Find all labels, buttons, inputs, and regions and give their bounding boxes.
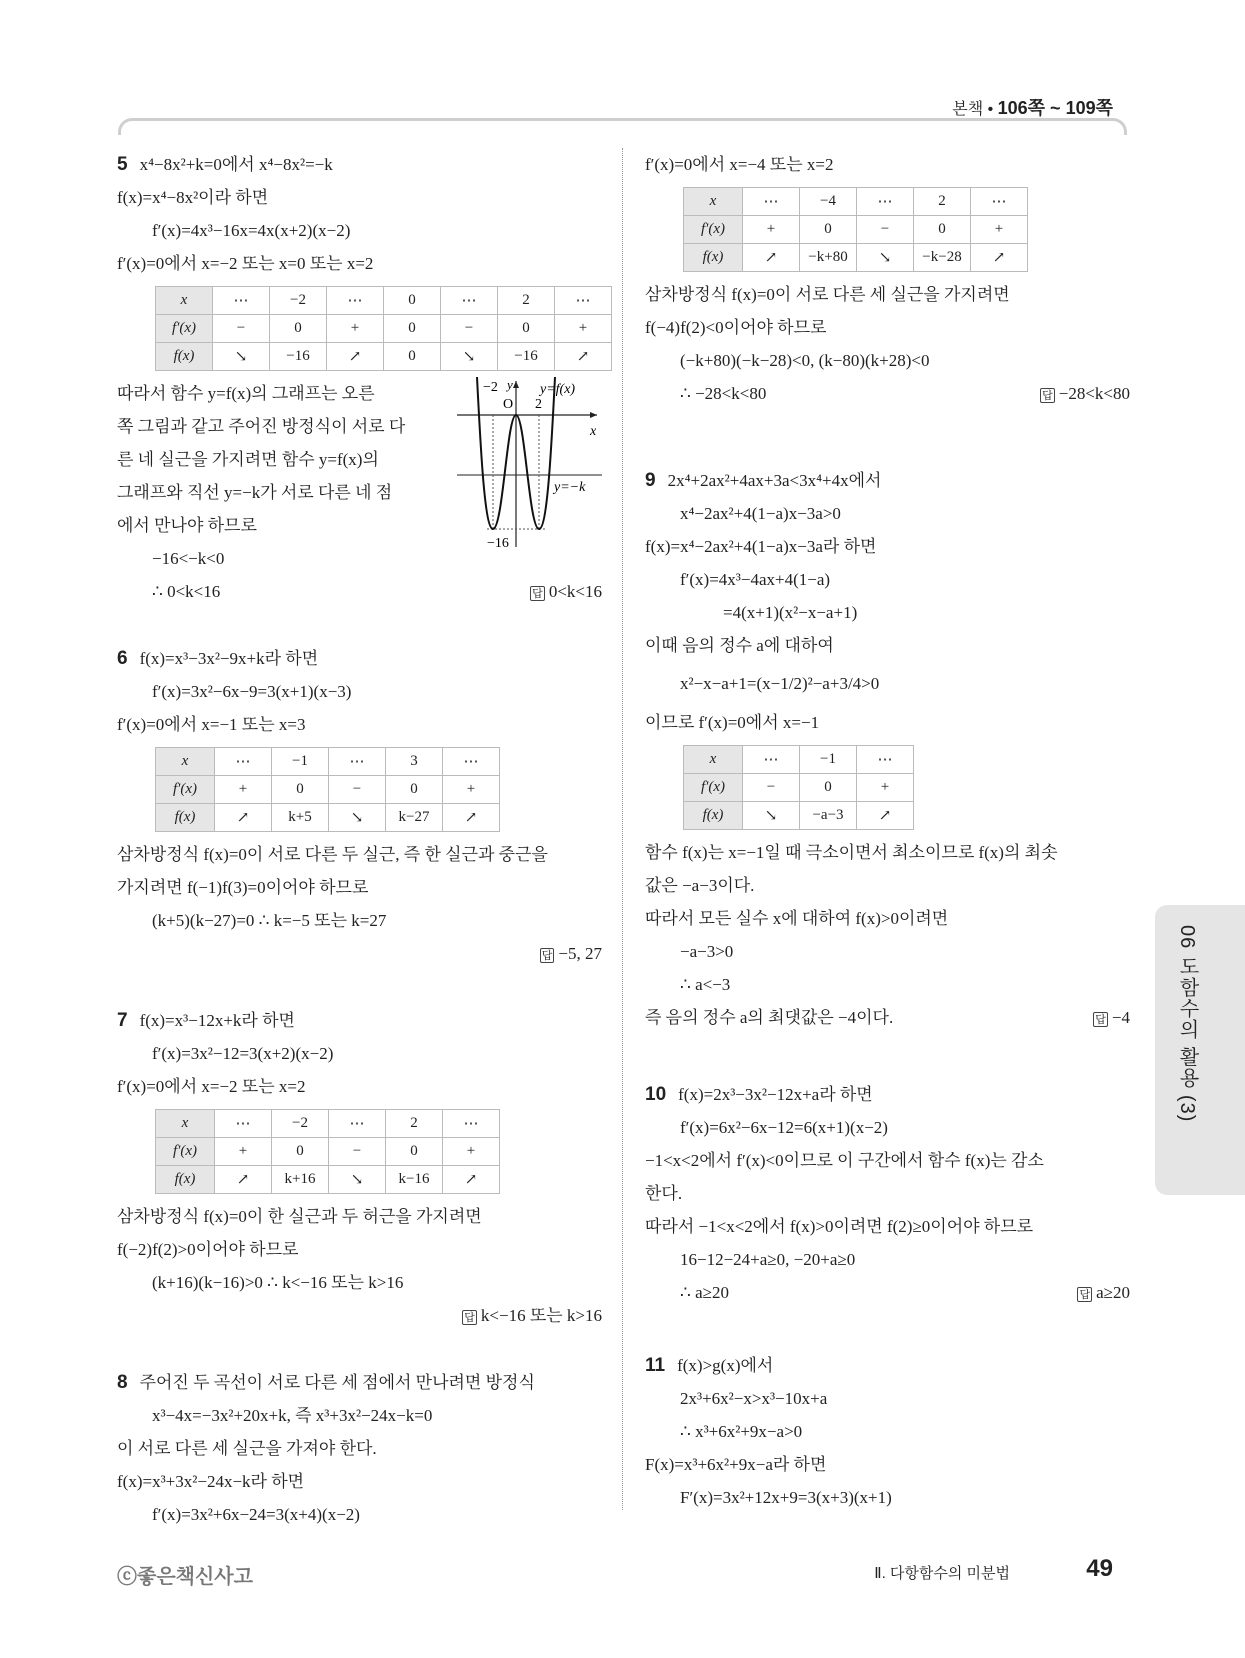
table-row xyxy=(156,804,500,832)
table-cell: ↗ xyxy=(327,343,384,371)
table-cell: 2 xyxy=(386,1110,443,1138)
table-cell: 0 xyxy=(386,776,443,804)
variation-table xyxy=(155,286,612,371)
problem-number: 6 xyxy=(117,648,128,669)
table-cell: −k−28 xyxy=(914,244,971,272)
table-row xyxy=(684,188,1028,216)
problem-number: 11 xyxy=(645,1355,666,1376)
problem-number: 10 xyxy=(645,1084,667,1105)
problem-6: 6 f(x)=x³−3x²−9x+k라 하면 f′(x)=3x²−6x−9=3(x+1)(x−3) f′(x)=0에서 x=−1 또는 x=3 x ⋯ −1 ⋯ 3 ⋯ f′(x) + 0 − 0 + f(x) ↗ k+5 ↘ k−27 ↗ 삼차방정식 f(x)=0이 서로 다른 두 실근, 즉 한 실근과 중근을 가지려면 f(−1)f(3)=0이어야 하므로 (k+5)(k−27)=0 ∴ k=−5 또는 k=27 답 −5, 27 xyxy=(117,642,602,970)
table-row xyxy=(156,776,500,804)
table-cell: k−27 xyxy=(386,804,443,832)
table-row xyxy=(156,1110,500,1138)
table-cell: ↘ xyxy=(441,343,498,371)
problem-number: 5 xyxy=(117,154,128,175)
table-row-header: x xyxy=(684,746,743,774)
table-cell: k−16 xyxy=(386,1166,443,1194)
table-row xyxy=(156,748,500,776)
answer: 답 a≥20 xyxy=(1079,1283,1130,1302)
table-cell: ↘ xyxy=(743,802,800,830)
table-cell: 0 xyxy=(270,315,327,343)
problem-10: 10 f(x)=2x³−3x²−12x+a라 하면 f′(x)=6x²−6x−12=6(x+1)(x−2) −1<x<2에서 f′(x)<0이므로 이 구간에서 함수 f(x)는 감소 한다. 따라서 −1<x<2에서 f(x)>0이려면 f(2)≥0이어야 하므로 16−12−24+a≥0, −20+a≥0 ∴ a≥20 답 a≥20 xyxy=(645,1078,1130,1309)
table-cell: ⋯ xyxy=(857,746,914,774)
answer: 답 −5, 27 xyxy=(541,944,602,963)
table-cell: − xyxy=(329,776,386,804)
table-cell: ⋯ xyxy=(215,748,272,776)
answer-mark-icon: 답 xyxy=(541,948,553,962)
table-cell: ⋯ xyxy=(443,1110,500,1138)
page-number: 49 xyxy=(1086,1555,1113,1582)
table-cell: ↗ xyxy=(215,1166,272,1194)
table-cell: ↘ xyxy=(213,343,270,371)
table-row-header: f(x) xyxy=(684,244,743,272)
table-cell: 0 xyxy=(272,776,329,804)
table-cell: 0 xyxy=(914,216,971,244)
table-cell: − xyxy=(441,315,498,343)
top-rule xyxy=(118,118,1127,135)
table-cell: ↗ xyxy=(215,804,272,832)
table-cell: 0 xyxy=(272,1138,329,1166)
graph-label-line: y=−k xyxy=(554,480,586,495)
table-cell: ⋯ xyxy=(213,287,270,315)
table-cell: − xyxy=(329,1138,386,1166)
table-cell: ↗ xyxy=(743,244,800,272)
graph-label-2: 2 xyxy=(535,397,542,412)
answer-mark-icon: 답 xyxy=(1079,1287,1091,1301)
table-cell: + xyxy=(443,1138,500,1166)
table-row-header: f(x) xyxy=(156,343,213,371)
answer: 답 −4 xyxy=(1095,1008,1130,1027)
problem-5: 5 x⁴−8x²+k=0에서 x⁴−8x²=−k f(x)=x⁴−8x²이라 하면 f′(x)=4x³−16x=4x(x+2)(x−2) f′(x)=0에서 x=−2 또는 x=0 또는 x=2 x ⋯ −2 ⋯ 0 ⋯ 2 ⋯ f′(x) − 0 + 0 − 0 + f(x) ↘ −16 ↗ 0 ↘ −16 ↗ −2 y O 2 y=f(x) x y=−k −16 따라서 함수 y=f(x)의 그래프는 오른 쪽 그림과 같고 주어진 방정식이 서로 다 른 네 실근을 가지려면 함수 y=f(x)의 그래프와 직선 y=−k가 서로 다른 네 점 에서 만나야 하므로 −16<−k<0 ∴ 0<k<16 답 0<k<16 xyxy=(117,148,602,608)
variation-table xyxy=(155,747,500,832)
quartic-graph xyxy=(457,377,602,557)
publisher-logo: ⓒ좋은책신사고 xyxy=(117,1566,253,1588)
table-row xyxy=(156,1138,500,1166)
table-cell: ⋯ xyxy=(555,287,612,315)
table-cell: ⋯ xyxy=(857,188,914,216)
table-cell: ↘ xyxy=(329,1166,386,1194)
table-cell: −16 xyxy=(498,343,555,371)
answer-mark-icon: 답 xyxy=(532,586,543,600)
table-cell: ⋯ xyxy=(327,287,384,315)
table-row xyxy=(156,1166,500,1194)
table-row xyxy=(684,244,1028,272)
table-cell: ↗ xyxy=(971,244,1028,272)
table-row-header: f(x) xyxy=(156,804,215,832)
table-cell: −2 xyxy=(270,287,327,315)
table-row-header: x xyxy=(156,748,215,776)
table-row-header: f′(x) xyxy=(156,1138,215,1166)
table-cell: −4 xyxy=(800,188,857,216)
answer: 답 −28<k<80 xyxy=(1042,384,1130,403)
column-divider xyxy=(622,148,623,1510)
table-cell: + xyxy=(215,1138,272,1166)
table-cell: ⋯ xyxy=(215,1110,272,1138)
table-cell: ↘ xyxy=(329,804,386,832)
table-cell: −16 xyxy=(270,343,327,371)
problem-number: 7 xyxy=(117,1010,128,1031)
table-row xyxy=(684,216,1028,244)
problem-number: 8 xyxy=(117,1372,128,1393)
right-column xyxy=(645,148,1130,1514)
problem-number: 9 xyxy=(645,470,656,491)
table-cell: ↗ xyxy=(857,802,914,830)
table-cell: + xyxy=(327,315,384,343)
table-cell: − xyxy=(743,774,800,802)
graph-label-minus2: −2 xyxy=(483,380,498,395)
answer-mark-icon: 답 xyxy=(1095,1012,1106,1026)
problem-9: 9 2x⁴+2ax²+4ax+3a<3x⁴+4x에서 x⁴−2ax²+4(1−a)x−3a>0 f(x)=x⁴−2ax²+4(1−a)x−3a라 하면 f′(x)=4x³−4ax+4(1−a) =4(x+1)(x²−x−a+1) 이때 음의 정수 a에 대하여 x²−x−a+1=(x−1/2)²−a+3/4>0 이므로 f′(x)=0에서 x=−1 x ⋯ −1 ⋯ f′(x) − 0 + f(x) ↘ −a−3 ↗ 함수 f(x)는 x=−1일 때 극소이면서 최소이므로 f(x)의 최솟 값은 −a−3이다. 따라서 모든 실수 x에 대하여 f(x)>0이려면 −a−3>0 ∴ a<−3 즉 음의 정수 a의 최댓값은 −4이다. 답 −4 xyxy=(645,464,1130,1034)
problem-7: 7 f(x)=x³−12x+k라 하면 f′(x)=3x²−12=3(x+2)(x−2) f′(x)=0에서 x=−2 또는 x=2 x ⋯ −2 ⋯ 2 ⋯ f′(x) + 0 − 0 + f(x) ↗ k+16 ↘ k−16 ↗ 삼차방정식 f(x)=0이 한 실근과 두 허근을 가지려면 f(−2)f(2)>0이어야 하므로 (k+16)(k−16)>0 ∴ k<−16 또는 k>16 답 k<−16 또는 k>16 xyxy=(117,1004,602,1332)
table-cell: + xyxy=(857,774,914,802)
chapter-side-label: 06 도함수의 활용 (3) xyxy=(1176,925,1198,1123)
table-cell: −1 xyxy=(272,748,329,776)
table-cell: ⋯ xyxy=(443,748,500,776)
table-cell: + xyxy=(555,315,612,343)
table-row-header: f′(x) xyxy=(156,776,215,804)
table-cell: 0 xyxy=(386,1138,443,1166)
table-row xyxy=(156,287,612,315)
table-cell: 0 xyxy=(800,774,857,802)
table-cell: + xyxy=(215,776,272,804)
answer: 답 0<k<16 xyxy=(532,582,602,601)
table-row-header: x xyxy=(684,188,743,216)
table-cell: 0 xyxy=(800,216,857,244)
problem-11: 11 f(x)>g(x)에서 2x³+6x²−x>x³−10x+a ∴ x³+6x²+9x−a>0 F(x)=x³+6x²+9x−a라 하면 F′(x)=3x²+12x+9=3(x+3)(x+1) xyxy=(645,1355,892,1507)
table-row xyxy=(156,315,612,343)
table-cell: ⋯ xyxy=(441,287,498,315)
table-row xyxy=(684,746,914,774)
problem-8: 8 주어진 두 곡선이 서로 다른 세 점에서 만나려면 방정식 x³−4x=−3x²+20x+k, 즉 x³+3x²−24x−k=0 이 서로 다른 세 실근을 가져야 한다. f(x)=x³+3x²−24x−k라 하면 f′(x)=3x²+6x−24=3(x+4)(x−2) xyxy=(117,1372,535,1524)
table-cell: ↗ xyxy=(443,804,500,832)
graph-label-min: −16 xyxy=(487,536,509,551)
graph-label-x: x xyxy=(590,424,597,439)
variation-table xyxy=(683,187,1028,272)
table-cell: + xyxy=(443,776,500,804)
graph-label-fx: y=f(x) xyxy=(540,382,576,397)
graph-label-y: y xyxy=(507,377,513,392)
table-row-header: f(x) xyxy=(684,802,743,830)
table-cell: + xyxy=(971,216,1028,244)
table-cell: −1 xyxy=(800,746,857,774)
table-row xyxy=(684,774,914,802)
answer-mark-icon: 답 xyxy=(1042,388,1053,402)
table-cell: −2 xyxy=(272,1110,329,1138)
table-row-header: x xyxy=(156,1110,215,1138)
table-cell: 0 xyxy=(384,287,441,315)
table-cell: + xyxy=(743,216,800,244)
table-cell: 2 xyxy=(498,287,555,315)
table-row xyxy=(684,802,914,830)
table-cell: ↗ xyxy=(555,343,612,371)
table-cell: −k+80 xyxy=(800,244,857,272)
footer-chapter: Ⅱ. 다항함수의 미분법 xyxy=(874,1565,1010,1582)
table-cell: 3 xyxy=(386,748,443,776)
table-cell: 0 xyxy=(498,315,555,343)
table-cell: ↘ xyxy=(857,244,914,272)
table-cell: 0 xyxy=(384,343,441,371)
table-cell: ⋯ xyxy=(743,746,800,774)
answer-mark-icon: 답 xyxy=(464,1310,475,1324)
table-cell: k+5 xyxy=(272,804,329,832)
table-row-header: f′(x) xyxy=(156,315,213,343)
table-row-header: f′(x) xyxy=(684,774,743,802)
variation-table xyxy=(683,745,914,830)
table-cell: −a−3 xyxy=(800,802,857,830)
variation-table xyxy=(155,1109,500,1194)
table-cell: − xyxy=(213,315,270,343)
problem-8-continued: f′(x)=0에서 x=−4 또는 x=2 x ⋯ −4 ⋯ 2 ⋯ f′(x) + 0 − 0 + f(x) ↗ −k+80 ↘ −k−28 ↗ 삼차방정식 f(x)=0이 서로 다른 세 실근을 가지려면 f(−4)f(2)<0이어야 하므로 (−k+80)(−k−28)<0, (k−80)(k+28)<0 ∴ −28<k<80 답 −28<k<80 xyxy=(645,148,1130,410)
table-row xyxy=(156,343,612,371)
table-cell: 2 xyxy=(914,188,971,216)
table-cell: k+16 xyxy=(272,1166,329,1194)
table-cell: ⋯ xyxy=(329,748,386,776)
table-row-header: f′(x) xyxy=(684,216,743,244)
table-cell: 0 xyxy=(384,315,441,343)
table-cell: ⋯ xyxy=(971,188,1028,216)
answer: 답 k<−16 또는 k>16 xyxy=(464,1306,602,1325)
table-cell: ⋯ xyxy=(329,1110,386,1138)
table-row-header: x xyxy=(156,287,213,315)
table-cell: − xyxy=(857,216,914,244)
table-cell: ⋯ xyxy=(743,188,800,216)
left-column xyxy=(117,148,602,1531)
table-row-header: f(x) xyxy=(156,1166,215,1194)
table-cell: ↗ xyxy=(443,1166,500,1194)
graph-label-origin: O xyxy=(503,397,514,412)
page-reference: 본책 • 106쪽 ~ 109쪽 xyxy=(952,98,1113,118)
